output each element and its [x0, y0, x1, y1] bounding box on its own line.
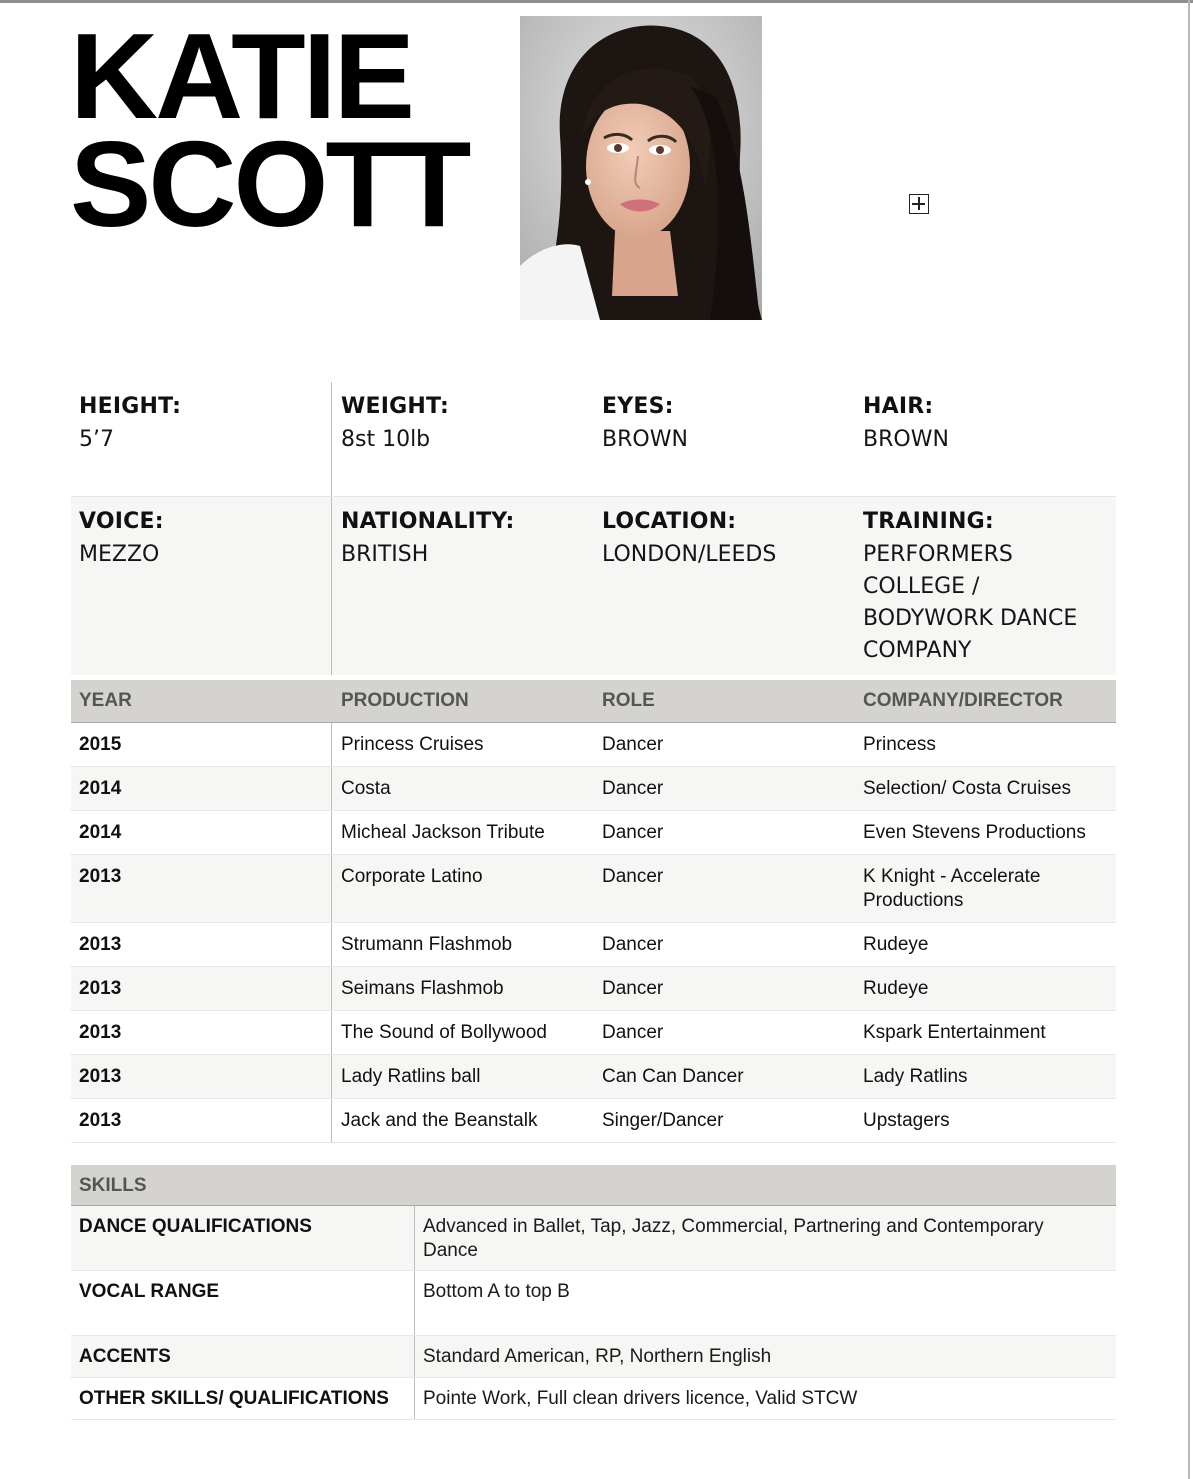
skill-label: OTHER SKILLS/ QUALIFICATIONS [71, 1378, 415, 1419]
skills-row [71, 1271, 1116, 1336]
expand-icon[interactable] [909, 194, 929, 214]
credit-role: Dancer [602, 734, 664, 755]
credit-production: Lady Ratlins ball [341, 1066, 481, 1087]
stats-row-2 [71, 496, 1116, 675]
table-row [71, 767, 1116, 811]
stat-label: TRAINING: [863, 509, 994, 534]
skill-label: VOCAL RANGE [71, 1271, 415, 1335]
stats-grid [71, 382, 1116, 675]
credit-company: Rudeye [863, 934, 929, 955]
table-row [71, 1011, 1116, 1055]
credit-company: Rudeye [863, 978, 929, 999]
credit-year: 2013 [71, 923, 332, 966]
header-role: ROLE [602, 690, 655, 711]
stat-voice [71, 497, 332, 675]
stat-eyes [593, 382, 854, 496]
stat-value: 5’7 [79, 427, 114, 452]
credit-role: Singer/Dancer [602, 1110, 724, 1131]
credit-production: Seimans Flashmob [341, 978, 504, 999]
credit-year: 2015 [71, 723, 332, 766]
table-row [71, 923, 1116, 967]
credit-year: 2013 [71, 1099, 332, 1142]
skill-label: DANCE QUALIFICATIONS [71, 1206, 415, 1270]
credit-production: Corporate Latino [341, 866, 483, 887]
credit-role: Dancer [602, 866, 664, 887]
skill-value: Advanced in Ballet, Tap, Jazz, Commercial, Partnering and Contemporary Dance [423, 1216, 1044, 1261]
stat-label: HEIGHT: [79, 394, 182, 419]
credit-production: Jack and the Beanstalk [341, 1110, 538, 1131]
credit-role: Dancer [602, 822, 664, 843]
skill-label: ACCENTS [71, 1336, 415, 1377]
credit-company: Princess [863, 734, 936, 755]
credit-production: The Sound of Bollywood [341, 1022, 547, 1043]
skill-value: Standard American, RP, Northern English [423, 1346, 772, 1367]
credit-production: Costa [341, 778, 391, 799]
table-row [71, 1099, 1116, 1143]
credit-year: 2014 [71, 811, 332, 854]
stat-value: LONDON/LEEDS [602, 542, 777, 567]
credit-company: Lady Ratlins [863, 1066, 968, 1087]
stat-weight [332, 382, 593, 496]
skill-value: Bottom A to top B [423, 1281, 570, 1302]
stats-row-1 [71, 382, 1116, 496]
stat-label: VOICE: [79, 509, 164, 534]
stat-label: LOCATION: [602, 509, 737, 534]
credit-role: Dancer [602, 1022, 664, 1043]
skills-row [71, 1336, 1116, 1378]
credit-company: K Knight - Accelerate Productions [863, 866, 1041, 911]
credit-year: 2013 [71, 1055, 332, 1098]
skill-value: Pointe Work, Full clean drivers licence, Valid STCW [423, 1388, 858, 1409]
credits-header-row [71, 680, 1116, 723]
header-year: YEAR [79, 690, 132, 711]
page-top-border [0, 0, 1193, 3]
credit-year: 2013 [71, 855, 332, 922]
credits-body [71, 723, 1116, 1143]
stat-training [854, 497, 1116, 675]
table-row [71, 855, 1116, 923]
credit-year: 2013 [71, 1011, 332, 1054]
credit-company: Selection/ Costa Cruises [863, 778, 1072, 799]
first-name: KATIE [70, 8, 412, 144]
page-right-border [1188, 0, 1190, 1479]
credit-year: 2013 [71, 967, 332, 1010]
credit-company: Kspark Entertainment [863, 1022, 1046, 1043]
skills-row [71, 1206, 1116, 1271]
skills-body [71, 1206, 1116, 1420]
header-production: PRODUCTION [341, 690, 469, 711]
stat-value: PERFORMERS COLLEGE / BODYWORK DANCE COMPANY [863, 542, 1078, 663]
stat-height [71, 382, 332, 496]
table-row [71, 967, 1116, 1011]
stat-label: NATIONALITY: [341, 509, 515, 534]
credit-production: Strumann Flashmob [341, 934, 513, 955]
credit-production: Princess Cruises [341, 734, 484, 755]
stat-hair [854, 382, 1116, 496]
credit-company: Upstagers [863, 1110, 950, 1131]
skills-header: SKILLS [71, 1165, 1116, 1206]
credit-role: Dancer [602, 978, 664, 999]
skills-table [71, 1165, 1116, 1420]
credit-year: 2014 [71, 767, 332, 810]
table-row [71, 1055, 1116, 1099]
credits-table [71, 680, 1116, 1143]
performer-name [70, 8, 469, 252]
stat-value: 8st 10lb [341, 427, 431, 452]
skills-row [71, 1378, 1116, 1420]
stat-nationality [332, 497, 593, 675]
stat-label: HAIR: [863, 394, 934, 419]
credit-role: Can Can Dancer [602, 1066, 744, 1087]
stat-value: BROWN [863, 427, 949, 452]
stat-value: BROWN [602, 427, 688, 452]
credit-company: Even Stevens Productions [863, 822, 1086, 843]
stat-label: EYES: [602, 394, 674, 419]
credit-production: Micheal Jackson Tribute [341, 822, 545, 843]
headshot-photo [520, 16, 762, 320]
credit-role: Dancer [602, 778, 664, 799]
credit-role: Dancer [602, 934, 664, 955]
stat-location [593, 497, 854, 675]
stat-value: BRITISH [341, 542, 429, 567]
table-row [71, 811, 1116, 855]
table-row [71, 723, 1116, 767]
stat-label: WEIGHT: [341, 394, 449, 419]
last-name: SCOTT [70, 116, 469, 252]
header-company: COMPANY/DIRECTOR [863, 690, 1063, 711]
stat-value: MEZZO [79, 542, 160, 567]
